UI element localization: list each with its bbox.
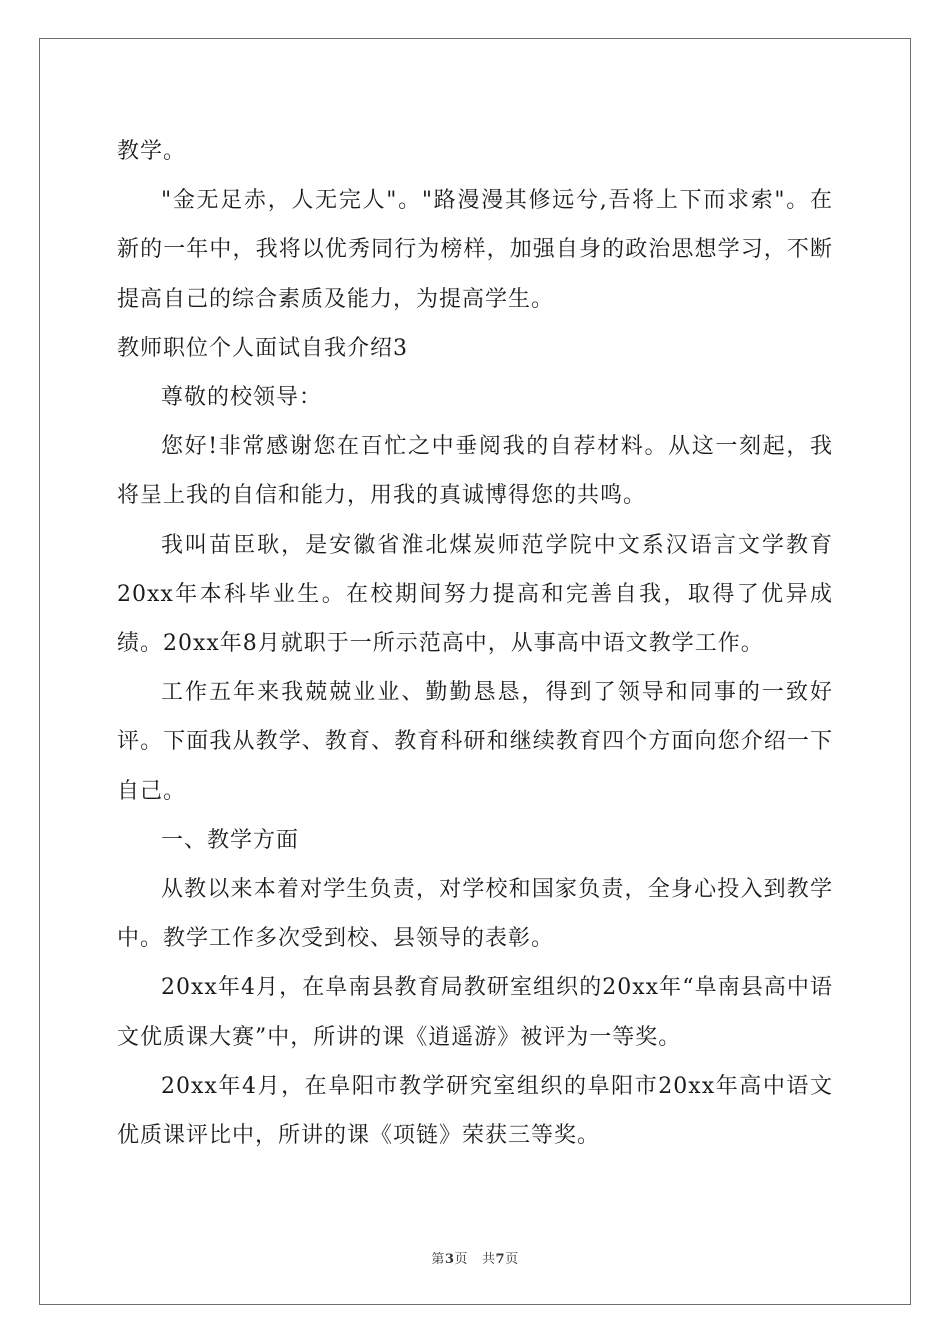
page-number: 3 (444, 1252, 455, 1267)
paragraph-2: "金无足赤，人无完人"。"路漫漫其修远兮,吾将上下而求索"。在新的一年中，我将以优秀同行为榜样，加强自身的政治思想学习，不断提高自己的综合素质及能力，为提高学生。 (117, 188, 833, 312)
document-body (117, 127, 833, 1160)
salutation: 尊敬的校领导： (161, 385, 323, 411)
paragraph-greeting: 您好!非常感谢您在百忙之中垂阅我的自荐材料。从这一刻起，我将呈上我的自信和能力，用我的真诚博得您的共鸣。 (117, 434, 833, 509)
paragraph-teaching: 从教以来本着对学生负责，对学校和国家负责，全身心投入到教学中。教学工作多次受到校、县领导的表彰。 (117, 877, 833, 952)
paragraph-award-2: 20xx年4月，在阜阳市教学研究室组织的阜阳市20xx年高中语文优质课评比中，所讲的课《项链》荣获三等奖。 (117, 1073, 833, 1149)
section-heading: 教师职位个人面试自我介绍3 (117, 335, 408, 361)
page-suffix: 页 (454, 1252, 468, 1267)
total-suffix: 页 (505, 1252, 519, 1267)
paragraph-self-intro: 我叫苗臣耿，是安徽省淮北煤炭师范学院中文系汉语言文学教育20xx年本科毕业生。在校期间努力提高和完善自我，取得了优异成绩。20xx年8月就职于一所示范高中，从事高中语文教学工作。 (117, 532, 833, 657)
page-prefix: 第 (431, 1252, 445, 1267)
total-prefix: 共 (482, 1252, 496, 1267)
subheading-teaching: 一、教学方面 (161, 827, 300, 853)
paragraph-1: 教学。 (117, 139, 187, 164)
total-pages: 7 (495, 1252, 506, 1267)
paragraph-work-summary: 工作五年来我兢兢业业、勤勤恳恳，得到了领导和同事的一致好评。下面我从教学、教育、教育科研和继续教育四个方面向您介绍一下自己。 (117, 680, 833, 804)
paragraph-award-1: 20xx年4月，在阜南县教育局教研室组织的20xx年“阜南县高中语文优质课大赛”中，所讲的课《逍遥游》被评为一等奖。 (117, 975, 833, 1050)
page-footer (0, 1248, 950, 1267)
